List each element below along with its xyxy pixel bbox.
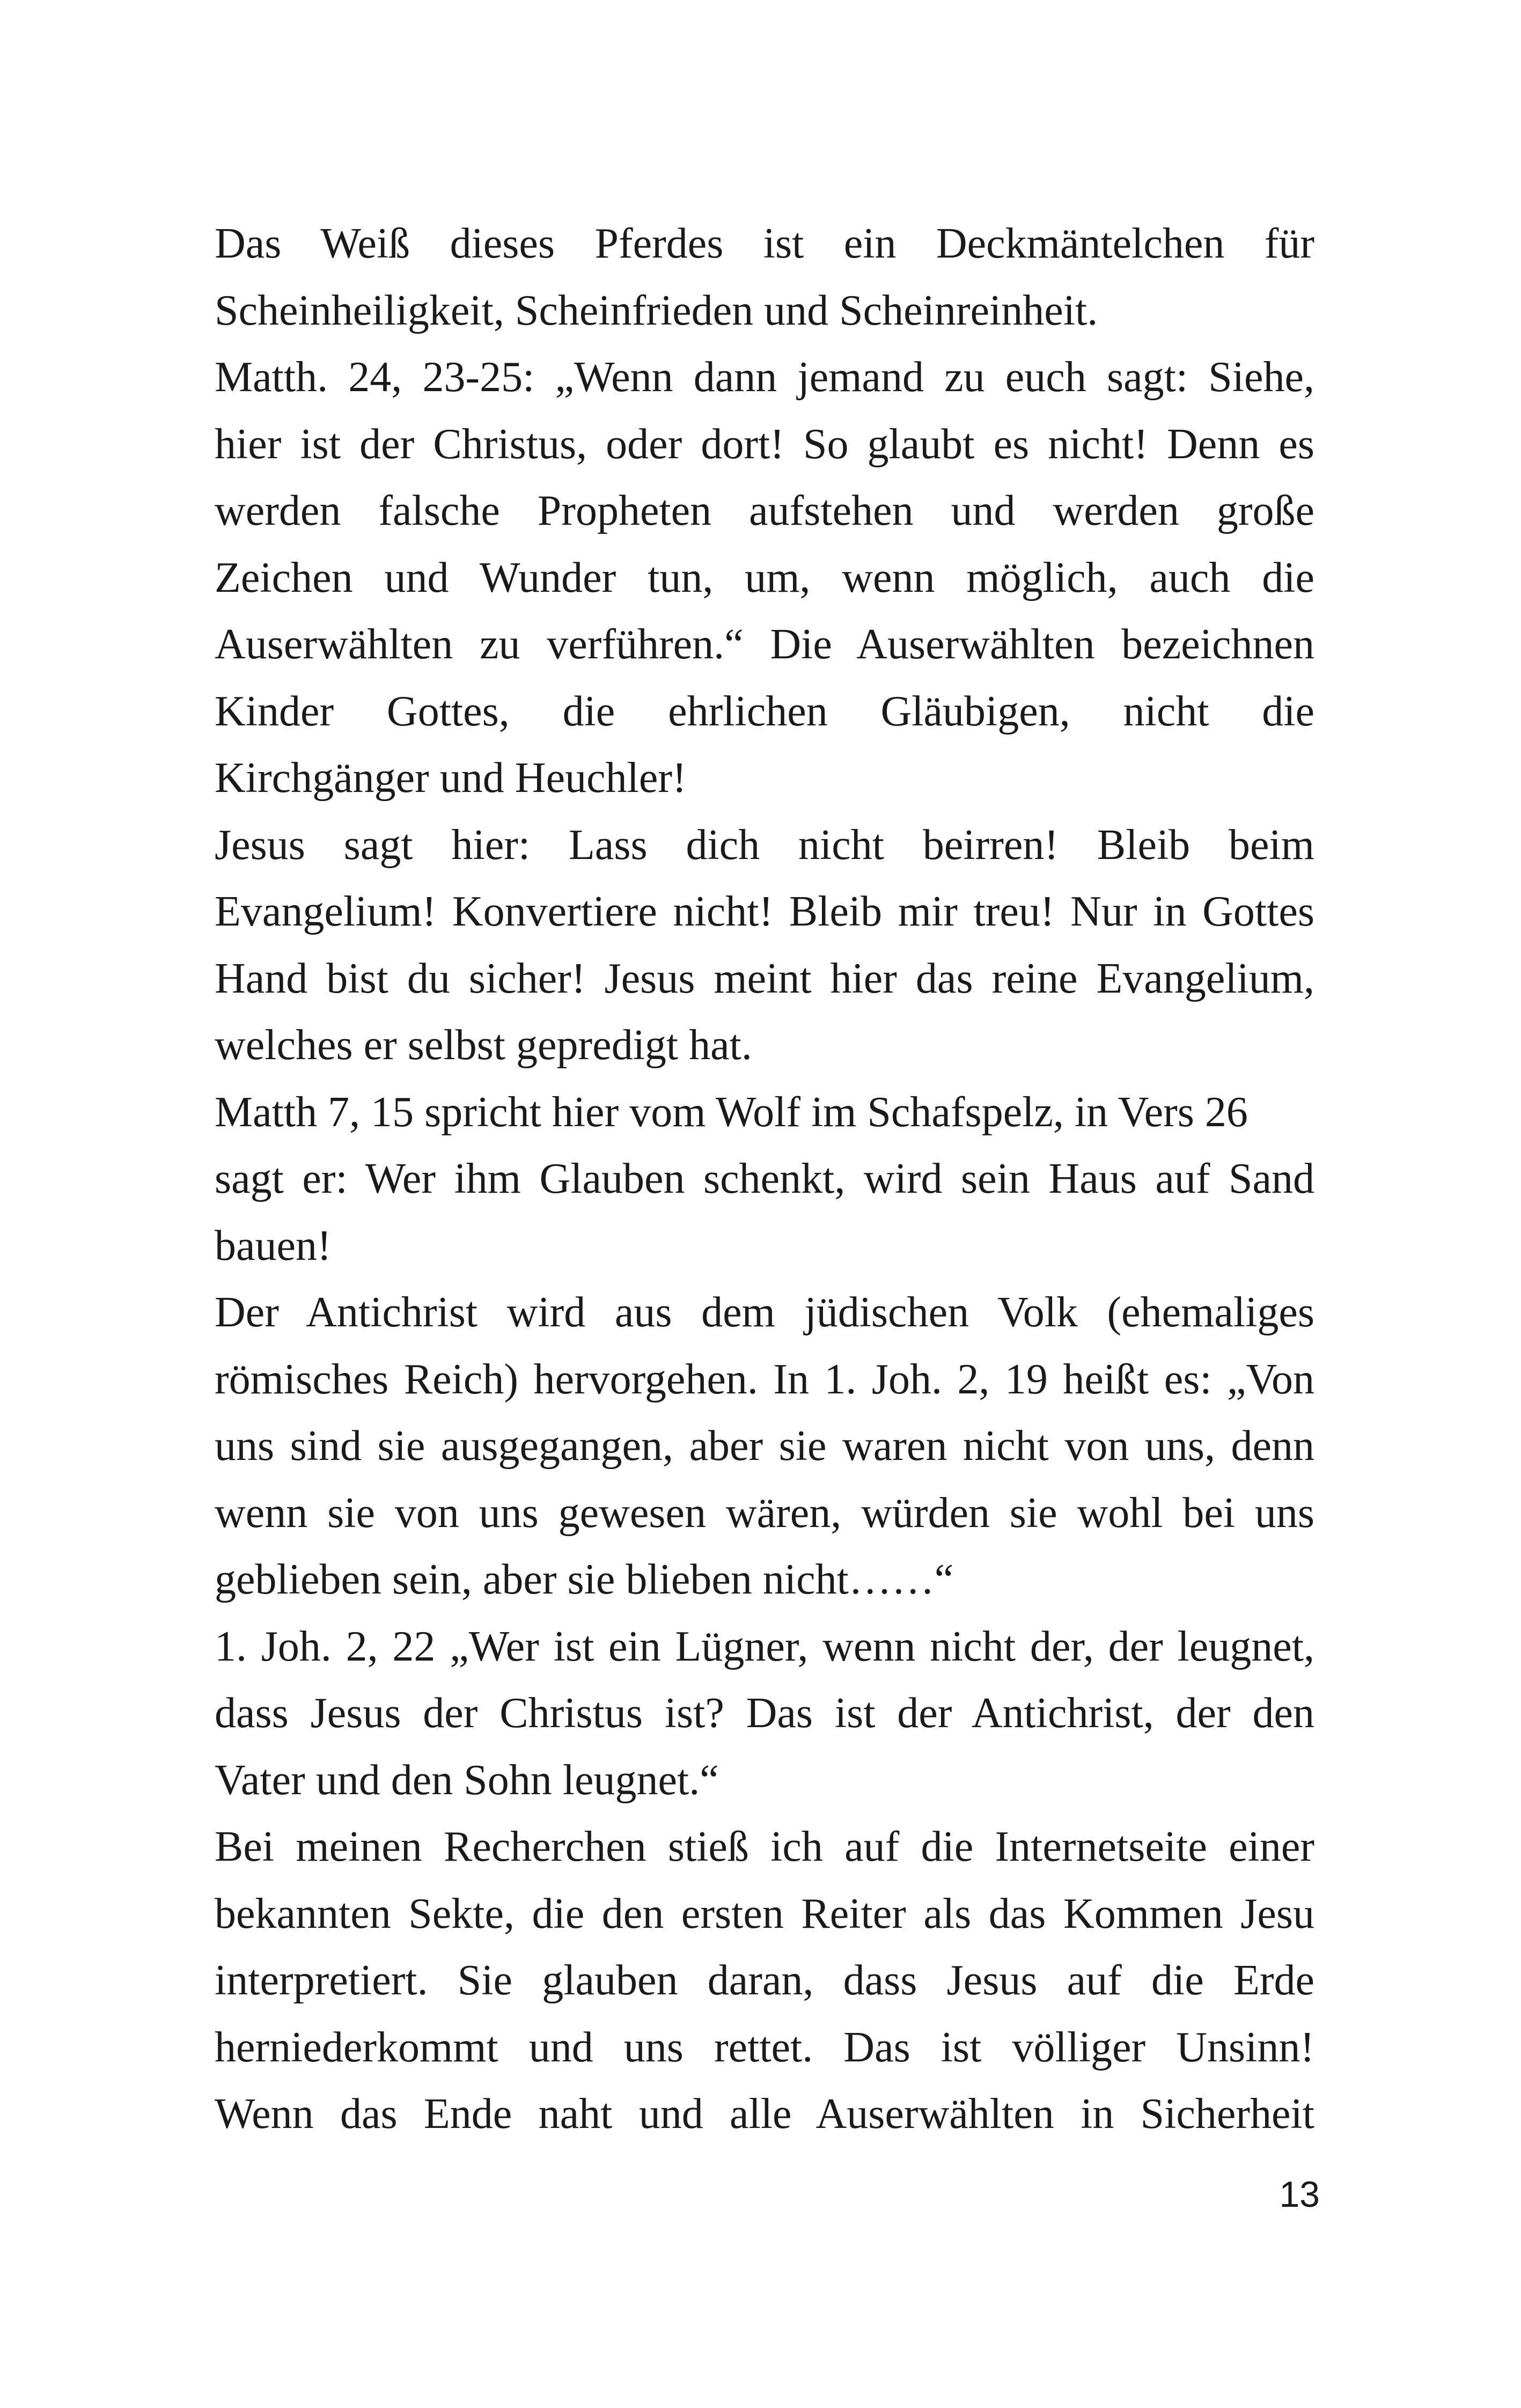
text-line: sagt er: Wer ihm Glauben schenkt, wird sein Haus auf Sand xyxy=(215,1155,1314,1202)
body-text xyxy=(215,210,1314,2148)
text-line: dass Jesus der Christus ist? Das ist der Antichrist, der den xyxy=(215,1690,1314,1737)
text-line: Kinder Gottes, die ehrlichen Gläubigen, nicht die xyxy=(215,687,1314,735)
text-line: geblieben sein, aber sie blieben nicht……“ xyxy=(215,1556,954,1603)
text-line: Zeichen und Wunder tun, um, wenn möglich, auch die xyxy=(215,554,1314,601)
text-line: Evangelium! Konvertiere nicht! Bleib mir treu! Nur in Gottes xyxy=(215,888,1314,935)
text-line: Matth 7, 15 spricht hier vom Wolf im Schafspelz, in Vers 26 xyxy=(215,1088,1248,1136)
text-line: Kirchgänger und Heuchler! xyxy=(215,754,687,802)
text-line: Bei meinen Recherchen stieß ich auf die Internetseite einer xyxy=(215,1823,1314,1870)
text-line: bekannten Sekte, die den ersten Reiter als das Kommen Jesu xyxy=(215,1890,1314,1937)
text-line: wenn sie von uns gewesen wären, würden sie wohl bei uns xyxy=(215,1489,1314,1537)
text-line: Scheinheiligkeit, Scheinfrieden und Scheinreinheit. xyxy=(215,287,1098,334)
text-line: uns sind sie ausgegangen, aber sie waren nicht von uns, denn xyxy=(215,1422,1314,1470)
text-line: werden falsche Propheten aufstehen und werden große xyxy=(215,487,1314,534)
text-line: römisches Reich) hervorgehen. In 1. Joh. 2, 19 heißt es: „Von xyxy=(215,1355,1314,1403)
text-line: Jesus sagt hier: Lass dich nicht beirren! Bleib beim xyxy=(215,821,1314,869)
text-line: Wenn das Ende naht und alle Auserwählten in Sicherheit xyxy=(215,2090,1314,2138)
page-number: 13 xyxy=(1279,2174,1320,2215)
text-line: herniederkommt und uns rettet. Das ist völliger Unsinn! xyxy=(215,2023,1314,2071)
text-line: Der Antichrist wird aus dem jüdischen Volk (ehemaliges xyxy=(215,1289,1314,1336)
text-line: 1. Joh. 2, 22 „Wer ist ein Lügner, wenn nicht der, der leugnet, xyxy=(215,1623,1314,1670)
text-line: Das Weiß dieses Pferdes ist ein Deckmäntelchen für xyxy=(215,220,1314,267)
text-line: bauen! xyxy=(215,1222,332,1269)
text-line: hier ist der Christus, oder dort! So glaubt es nicht! Denn es xyxy=(215,420,1314,468)
text-line: Auserwählten zu verführen.“ Die Auserwählten bezeichnen xyxy=(215,621,1314,668)
text-line: welches er selbst gepredigt hat. xyxy=(215,1022,752,1069)
text-line: Vater und den Sohn leugnet.“ xyxy=(215,1756,719,1804)
text-line: Hand bist du sicher! Jesus meint hier das reine Evangelium, xyxy=(215,955,1314,1002)
text-line: Matth. 24, 23-25: „Wenn dann jemand zu euch sagt: Siehe, xyxy=(215,354,1314,401)
text-line: interpretiert. Sie glauben daran, dass Jesus auf die Erde xyxy=(215,1957,1314,2004)
